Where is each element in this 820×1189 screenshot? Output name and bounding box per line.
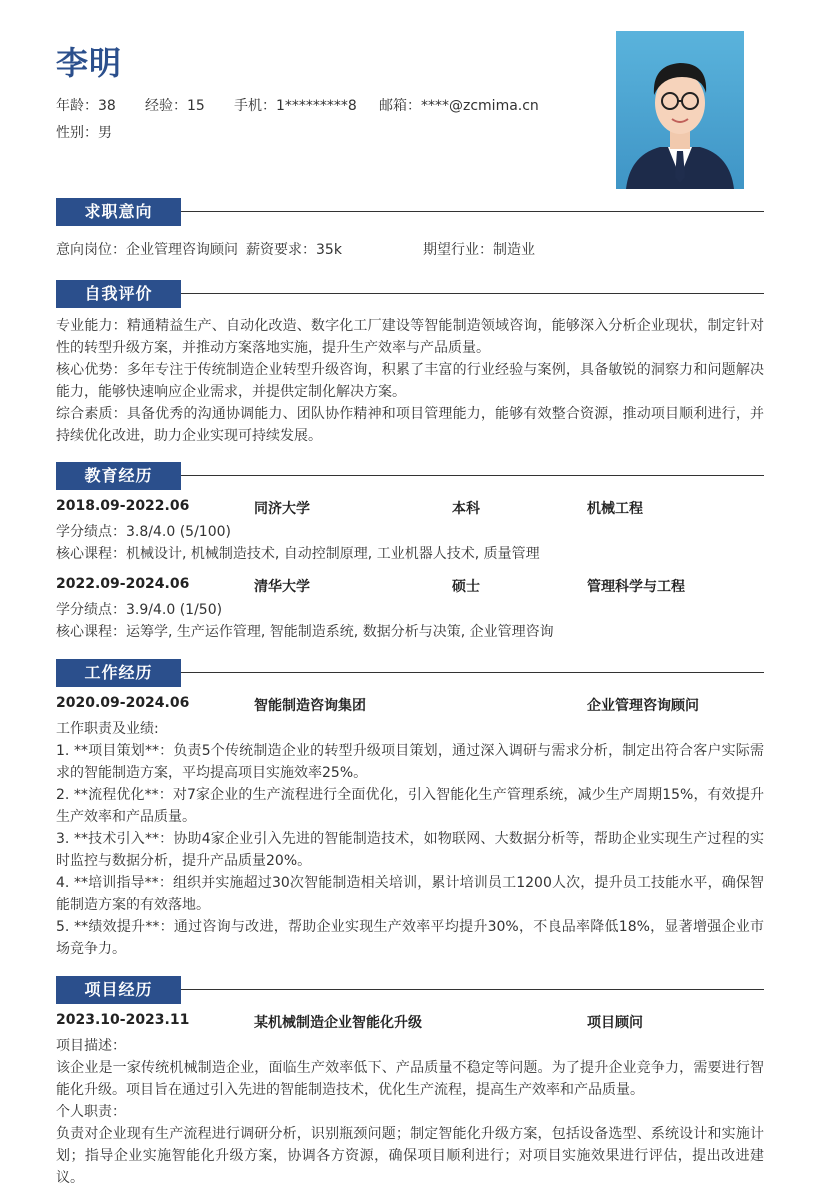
work-period: 2020.09-2024.06 [56,695,190,711]
project-duty: 负责对企业现有生产流程进行调研分析，识别瓶颈问题；制定智能化升级方案，包括设备选型、系统设计和实施计划；指导企业实施智能化升级方案，协调各方资源，确保项目顺利进行；对项目实施效果进行评估，提出改进建议。 [56,1126,764,1186]
education-period: 2022.09-2024.06 [56,576,190,592]
work-duty-item: 5. **绩效提升**：通过咨询与改进，帮助企业实现生产效率平均提升30%，不良品率降低18%，显著增强企业市场竞争力。 [56,919,764,957]
intent-position: 意向岗位：企业管理咨询顾问 [56,242,238,258]
intent-industry: 期望行业：制造业 [423,242,535,258]
education-school: 同济大学 [254,501,310,517]
basic-info-row [56,95,556,115]
project-entry-header [56,1012,764,1034]
project-desc-label: 项目描述： [56,1038,126,1054]
self-eval-paragraph: 综合素质：具备优秀的沟通协调能力、团队协作精神和项目管理能力，能够有效整合资源，推动项目顺利进行，并持续优化改进，助力企业实现可持续发展。 [56,406,764,444]
work-duty-label: 工作职责及业绩: [56,721,159,737]
gender-row [56,122,256,142]
intent-salary: 薪资要求：35k [246,242,342,258]
work-duty-item: 2. **流程优化**：对7家企业的生产流程进行全面优化，引入智能化生产管理系统，减少生产周期15%，有效提升生产效率和产品质量。 [56,787,764,825]
section-title-education: 教育经历 [56,462,181,490]
work-duty-item: 4. **培训指导**：组织并实施超过30次智能制造相关培训，累计培训员工1200人次，提升员工技能水平，确保智能制造方案的有效落地。 [56,875,764,913]
section-header-intent [56,198,764,226]
project-duty-label: 个人职责： [56,1104,126,1120]
self-eval-paragraph: 专业能力：精通精益生产、自动化改造、数字化工厂建设等智能制造领域咨询，能够深入分析企业现状，制定针对性的转型升级方案，并推动方案落地实施，提升生产效率与产品质量。 [56,318,764,356]
section-title-intent: 求职意向 [56,198,181,226]
work-company: 智能制造咨询集团 [254,698,366,714]
work-entry-header [56,695,764,717]
intent-row [56,239,764,261]
education-courses: 核心课程：机械设计, 机械制造技术, 自动控制原理, 工业机器人技术, 质量管理 [56,546,540,562]
section-header-project [56,976,764,1004]
education-period: 2018.09-2022.06 [56,498,190,514]
project-name: 某机械制造企业智能化升级 [254,1015,422,1031]
section-divider [181,989,764,990]
candidate-name: 李明 [56,44,123,82]
work-title: 企业管理咨询顾问 [587,698,699,714]
section-title-project: 项目经历 [56,976,181,1004]
project-description: 该企业是一家传统机械制造企业，面临生产效率低下、产品质量不稳定等问题。为了提升企业竞争力，需要进行智能化升级。项目旨在通过引入先进的智能制造技术，优化生产流程，提高生产效率和产品质量。 [56,1060,764,1098]
section-header-education [56,462,764,490]
education-gpa: 学分绩点：3.9/4.0 (1/50) [56,602,223,618]
section-divider [181,211,764,212]
education-gpa: 学分绩点：3.8/4.0 (5/100) [56,524,231,540]
project-role: 项目顾问 [587,1015,643,1031]
section-divider [181,475,764,476]
self-eval-paragraph: 核心优势：多年专注于传统制造企业转型升级咨询，积累了丰富的行业经验与案例，具备敏锐的洞察力和问题解决能力，能够快速响应企业需求，并提供定制化解决方案。 [56,362,764,400]
section-divider [181,293,764,294]
education-entry-header [56,576,764,598]
education-degree: 硕士 [452,579,480,595]
education-major: 机械工程 [587,501,643,517]
education-school: 清华大学 [254,579,310,595]
age-text: 年龄：38 [56,98,116,114]
work-duty-item: 1. **项目策划**：负责5个传统制造企业的转型升级项目策划，通过深入调研与需求分析，制定出符合客户实际需求的智能制造方案，平均提高项目实施效率25%。 [56,743,764,781]
section-header-work [56,659,764,687]
section-title-self: 自我评价 [56,280,181,308]
education-courses: 核心课程：运筹学, 生产运作管理, 智能制造系统, 数据分析与决策, 企业管理咨询 [56,624,554,640]
education-major: 管理科学与工程 [587,579,685,595]
gender-text: 性别：男 [56,125,112,141]
education-degree: 本科 [452,501,480,517]
phone-text: 手机：1*********8 [234,98,357,114]
section-header-self [56,280,764,308]
email-text: 邮箱：****@zcmima.cn [379,98,539,114]
section-divider [181,672,764,673]
project-period: 2023.10-2023.11 [56,1012,190,1028]
education-entry-header [56,498,764,520]
profile-photo [616,31,744,189]
experience-text: 经验：15 [145,98,205,114]
work-duty-item: 3. **技术引入**：协助4家企业引入先进的智能制造技术，如物联网、大数据分析等，帮助企业实现生产过程的实时监控与数据分析，提升产品质量20%。 [56,831,764,869]
section-title-work: 工作经历 [56,659,181,687]
